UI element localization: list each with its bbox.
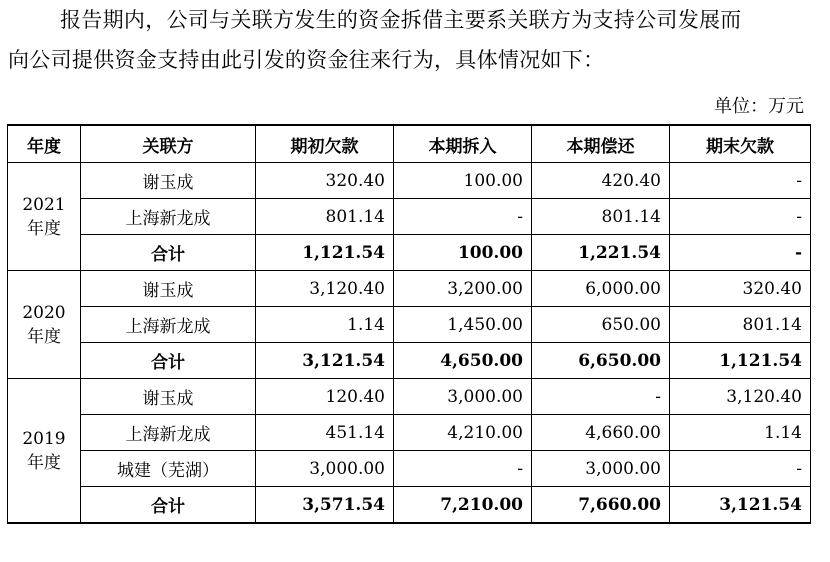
total-opening-cell: 3,571.54 xyxy=(256,487,394,524)
opening-cell: 120.40 xyxy=(256,379,394,415)
year-number: 2020 xyxy=(22,302,66,323)
closing-cell: - xyxy=(670,163,811,199)
total-label: 合计 xyxy=(81,343,256,379)
paragraph-line-1: 报告期内，公司与关联方发生的资金拆借主要系关联方为支持公司发展而 xyxy=(60,8,742,32)
opening-cell: 320.40 xyxy=(256,163,394,199)
table-row xyxy=(8,451,811,487)
total-label: 合计 xyxy=(81,235,256,271)
table-row xyxy=(8,271,811,307)
table-row xyxy=(8,379,811,415)
header-opening-balance: 期初欠款 xyxy=(256,125,394,163)
opening-cell: 1.14 xyxy=(256,307,394,343)
party-cell: 上海新龙成 xyxy=(81,307,256,343)
closing-cell: 1.14 xyxy=(670,415,811,451)
closing-cell: 3,120.40 xyxy=(670,379,811,415)
header-borrowed: 本期拆入 xyxy=(394,125,532,163)
table-row xyxy=(8,307,811,343)
unit-label: 单位：万元 xyxy=(714,96,804,117)
opening-cell: 801.14 xyxy=(256,199,394,235)
total-closing-cell: 3,121.54 xyxy=(670,487,811,524)
year-cell-2021 xyxy=(8,163,81,271)
opening-cell: 3,000.00 xyxy=(256,451,394,487)
total-borrowed-cell: 4,650.00 xyxy=(394,343,532,379)
repaid-cell: 4,660.00 xyxy=(532,415,670,451)
repaid-cell: 650.00 xyxy=(532,307,670,343)
borrowed-cell: 3,000.00 xyxy=(394,379,532,415)
total-row xyxy=(8,235,811,271)
paragraph-line-2: 向公司提供资金支持由此引发的资金往来行为，具体情况如下： xyxy=(8,48,605,72)
repaid-cell: 6,000.00 xyxy=(532,271,670,307)
total-closing-cell: 1,121.54 xyxy=(670,343,811,379)
table-row xyxy=(8,163,811,199)
borrowed-cell: 1,450.00 xyxy=(394,307,532,343)
total-repaid-cell: 6,650.00 xyxy=(532,343,670,379)
repaid-cell: 3,000.00 xyxy=(532,451,670,487)
total-borrowed-cell: 100.00 xyxy=(394,235,532,271)
opening-cell: 451.14 xyxy=(256,415,394,451)
borrowed-cell: 100.00 xyxy=(394,163,532,199)
party-cell: 谢玉成 xyxy=(81,271,256,307)
borrowed-cell: - xyxy=(394,451,532,487)
borrowed-cell: 3,200.00 xyxy=(394,271,532,307)
total-row xyxy=(8,343,811,379)
party-cell: 上海新龙成 xyxy=(81,415,256,451)
closing-cell: 320.40 xyxy=(670,271,811,307)
year-suffix: 年度 xyxy=(27,326,61,347)
table-row xyxy=(8,199,811,235)
header-party: 关联方 xyxy=(81,125,256,163)
borrowed-cell: 4,210.00 xyxy=(394,415,532,451)
header-closing-balance: 期末欠款 xyxy=(670,125,811,163)
total-closing-cell: - xyxy=(670,235,811,271)
related-party-loan-table xyxy=(7,124,811,524)
total-opening-cell: 1,121.54 xyxy=(256,235,394,271)
table-row xyxy=(8,415,811,451)
party-cell: 谢玉成 xyxy=(81,163,256,199)
header-repaid: 本期偿还 xyxy=(532,125,670,163)
party-cell: 谢玉成 xyxy=(81,379,256,415)
total-repaid-cell: 1,221.54 xyxy=(532,235,670,271)
repaid-cell: 420.40 xyxy=(532,163,670,199)
repaid-cell: - xyxy=(532,379,670,415)
year-suffix: 年度 xyxy=(27,218,61,239)
closing-cell: 801.14 xyxy=(670,307,811,343)
total-borrowed-cell: 7,210.00 xyxy=(394,487,532,524)
year-suffix: 年度 xyxy=(27,452,61,473)
party-cell: 上海新龙成 xyxy=(81,199,256,235)
year-number: 2019 xyxy=(22,428,66,449)
repaid-cell: 801.14 xyxy=(532,199,670,235)
closing-cell: - xyxy=(670,199,811,235)
year-cell-2019 xyxy=(8,379,81,524)
total-repaid-cell: 7,660.00 xyxy=(532,487,670,524)
header-year: 年度 xyxy=(8,125,81,163)
party-cell: 城建（芜湖） xyxy=(81,451,256,487)
total-row xyxy=(8,487,811,524)
year-cell-2020 xyxy=(8,271,81,379)
total-label: 合计 xyxy=(81,487,256,524)
opening-cell: 3,120.40 xyxy=(256,271,394,307)
total-opening-cell: 3,121.54 xyxy=(256,343,394,379)
closing-cell: - xyxy=(670,451,811,487)
borrowed-cell: - xyxy=(394,199,532,235)
year-number: 2021 xyxy=(22,194,66,215)
table-header-row xyxy=(8,125,811,163)
